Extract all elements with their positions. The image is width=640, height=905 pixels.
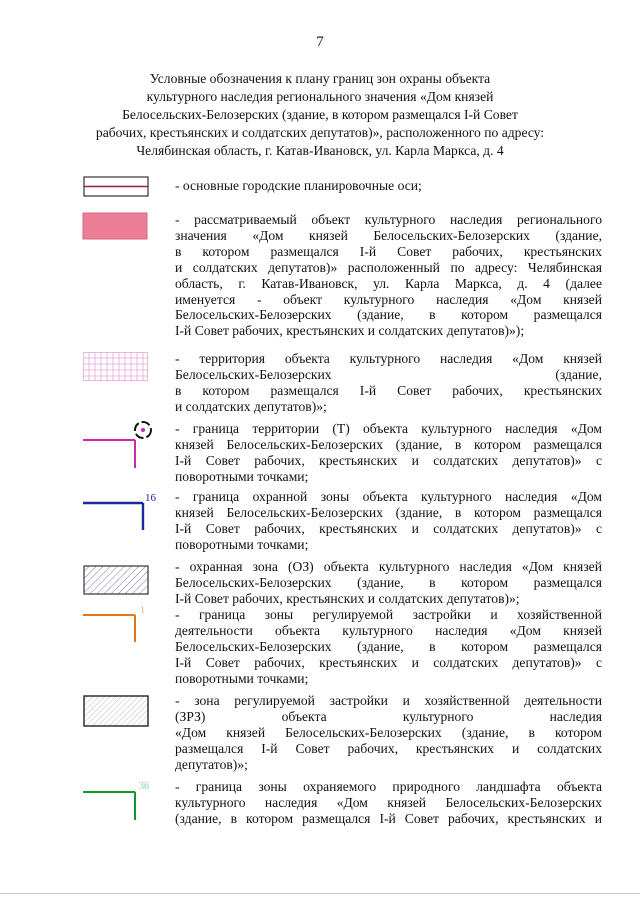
title-line: Условные обозначения к плану границ зон охраны объекта [149,71,491,86]
legend-text-regulation-border: - граница зоны регулируемой застройки и хозяйственной деятельности объекта культурного наследия «Дом князей Белосельских-Белозерских (здание, в котором размещался I-й Совет рабочих, крестьянских и солдатских депутатов)» с поворотными точками; [175,607,602,686]
legend-text-protection-zone: - охранная зона (ОЗ) объекта культурного наследия «Дом князей Белосельских-Белозерских (здание, в котором размещался I-й Совет рабочих, крестьянских и солдатских депутатов)»; [175,559,602,606]
title-line: культурного наследия регионального значения «Дом князей [146,89,494,104]
territory-grid-icon [83,352,149,382]
title-line: Белосельских-Белозерских (здание, в котором размещался I-й Совет [122,107,518,122]
protection-zone-icon [83,565,151,597]
legend-text-regulation-zone: - зона регулируемой застройки и хозяйственной деятельности (ЗРЗ) объекта культурного наследия «Дом князей Белосельских-Белозерских (здание, в котором размещался I-й Совет рабочих, крестьянских и солдатских депутатов)»; [175,693,602,772]
heritage-object-icon [83,213,149,241]
page-edge-divider [0,893,640,894]
protection-border-icon [83,490,163,534]
legend-text-protection-border: - граница охранной зоны объекта культурного наследия «Дом князей Белосельских-Белозерских (здание, в котором размещался I-й Совет рабочих, крестьянских и солдатских депутатов)» с поворотными точками; [175,489,602,552]
legend-text-territory: - территория объекта культурного наследия «Дом князей Белосельских-Белозерских (здание, в котором размещался I-й Совет рабочих, крестьянских и солдатских депутатов)»; [175,351,602,414]
planning-axis-icon [83,176,151,198]
territory-border-icon [83,420,159,470]
point-number-label: 1 [140,605,145,616]
title-line: Челябинская область, г. Катав-Ивановск, ул. Карла Маркса, д. 4 [136,143,504,158]
legend-title [80,70,560,160]
legend-text-object: - рассматриваемый объект культурного наследия регионального значения «Дом князей Белосельских-Белозерских (здание, в котором размещался I-й Совет рабочих, крестьянских и солдатских депутатов)» расположенный по адресу: Челябинская область, г. Катав-Ивановск, ул. Карла Маркса, д. 4 (далее именуется - объект культурного наследия «Дом князей Белосельских-Белозерских (здание, в котором размещался I-й Совет рабочих, крестьянских и солдатских депутатов)»); [175,212,602,339]
point-number-label: 16 [145,492,156,504]
legend-text-territory-border: - граница территории (Т) объекта культурного наследия «Дом князей Белосельских-Белозерских (здание, в котором размещался I-й Совет рабочих, крестьянских и солдатских депутатов)» с поворотными точками; [175,421,602,484]
legend-text-landscape-border: - граница зоны охраняемого природного ландшафта объекта культурного наследия «Дом князей Белосельских-Белозерских (здание, в котором размещался I-й Совет рабочих, крестьянских и [175,779,602,826]
point-number-label: 36 [139,781,149,792]
title-line: рабочих, крестьянских и солдатских депутатов)», расположенного по адресу: [95,125,545,140]
landscape-border-icon [83,777,163,823]
regulation-border-icon [83,602,163,646]
page-number: 7 [316,34,324,50]
legend-text-axes: - основные городские планировочные оси; [175,178,422,193]
regulation-zone-icon [83,695,151,729]
